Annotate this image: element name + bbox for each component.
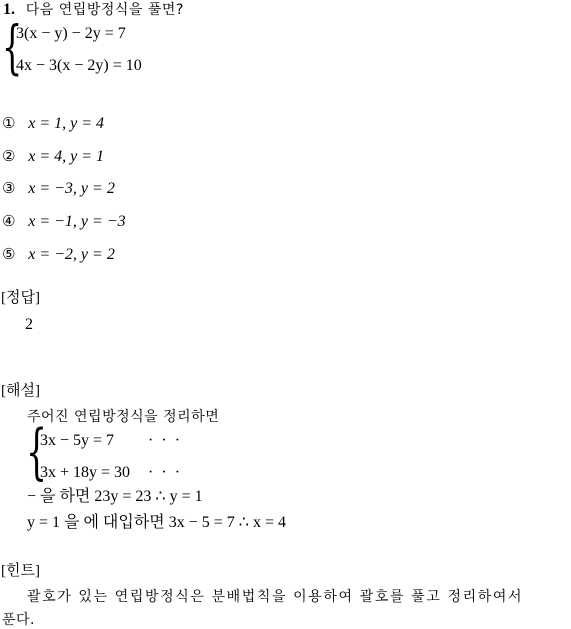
explanation-label: [해설] [1,383,40,399]
choice-2-mark: ② [2,147,16,165]
question-equation-1: 3(x − y) − 2y = 7 [16,25,126,42]
choice-3-mark: ③ [2,179,16,197]
choice-3[interactable] [2,179,115,198]
hint-line-2: 푼다. [2,612,35,628]
question-prompt: 다음 연립방정식을 풀면? [25,2,184,18]
explanation-equation-2-text: 3x + 18y = 30 [40,464,131,481]
choice-2[interactable] [2,147,104,166]
choice-4[interactable] [2,212,126,231]
choice-5-mark: ⑤ [2,245,16,263]
choice-1-text: x = 1, y = 4 [28,115,105,132]
explanation-equation-2 [40,464,182,482]
explanation-brace: { [26,417,48,487]
choice-5[interactable] [2,245,115,264]
choice-3-text: x = −3, y = 2 [28,180,115,197]
choice-4-mark: ④ [2,212,16,230]
choice-4-text: x = −1, y = −3 [28,213,126,230]
choice-2-text: x = 4, y = 1 [28,148,105,165]
question-brace: { [2,13,23,81]
choice-5-text: x = −2, y = 2 [28,246,115,263]
hint-line-1: 괄호가 있는 연립방정식은 분배법칙을 이용하여 괄호를 풀고 정리하여서 [27,589,524,605]
answer-value: 2 [25,316,33,333]
choice-1-mark: ① [2,114,16,132]
answer-label: [정답] [1,290,40,306]
question-header [3,0,184,19]
question-equation-2: 4x − 3(x − 2y) = 10 [16,57,142,74]
question-number: 1. [3,1,15,18]
explanation-equation-1 [40,432,182,450]
choice-1[interactable] [2,114,104,133]
explanation-step-1: − 을 하면 23y = 23 ∴ y = 1 [27,488,203,505]
explanation-line-1: 주어진 연립방정식을 정리하면 [27,409,220,425]
hint-label: [힌트] [1,563,40,579]
explanation-equation-1-text: 3x − 5y = 7 [40,432,115,449]
explanation-equation-2-dots: · · · [148,464,183,481]
explanation-equation-1-dots: · · · [148,432,183,449]
explanation-step-2: y = 1 을 에 대입하면 3x − 5 = 7 ∴ x = 4 [27,514,287,531]
